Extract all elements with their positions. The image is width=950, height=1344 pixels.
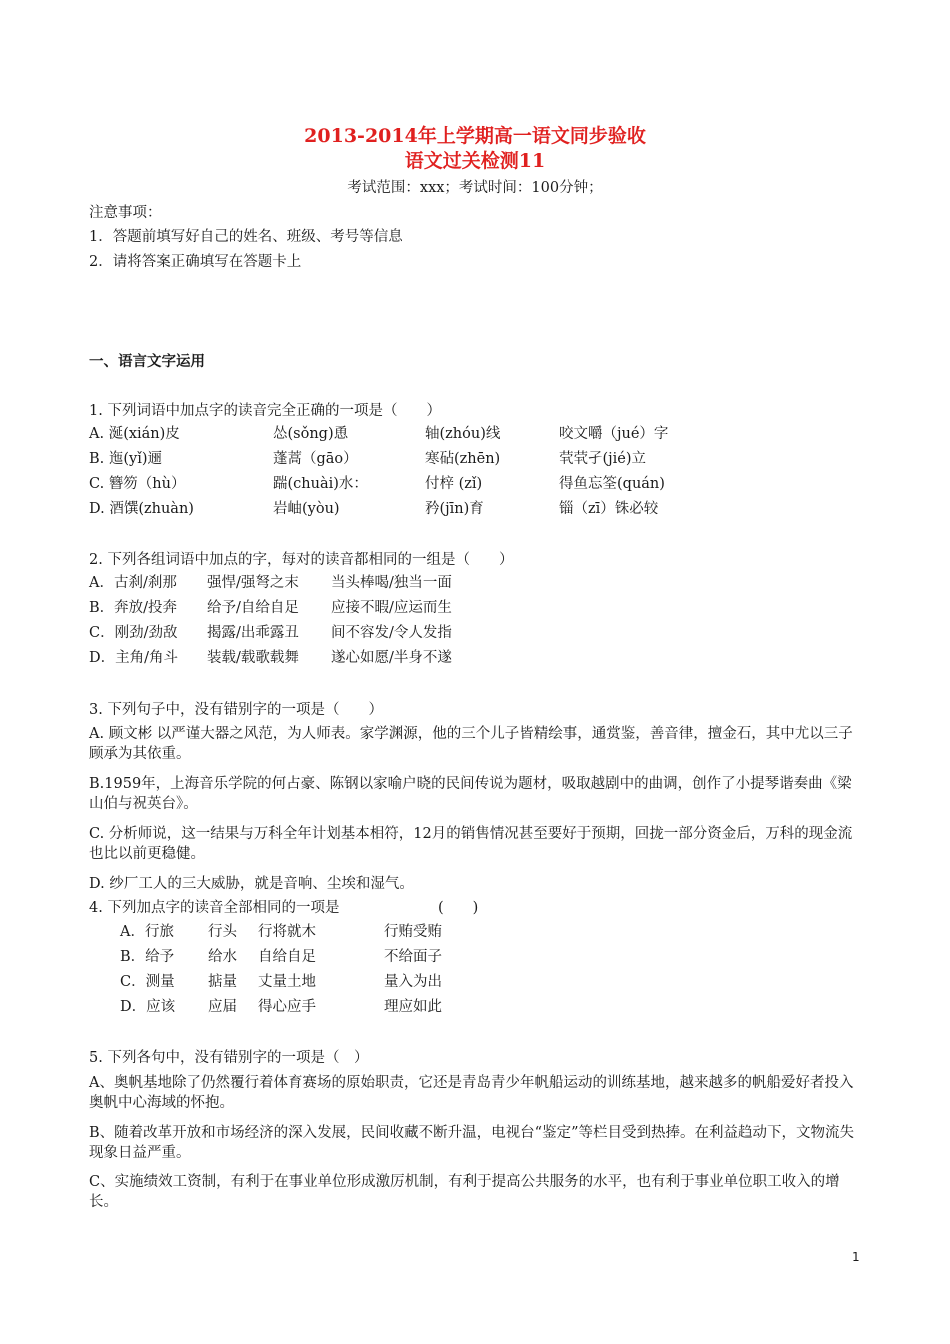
question-stem: 1. 下列词语中加点字的读音完全正确的一项是（ ） [89, 403, 441, 419]
option-cell: 锱（zī）铢必较 [559, 501, 659, 517]
option-cell: 自给自足 [258, 949, 316, 965]
option-paragraph: D. 纱厂工人的三大威胁，就是音响、尘埃和湿气。 [89, 876, 414, 892]
option-paragraph: C、实施绩效工资制，有利于在事业单位形成激厉机制，有利于提高公共服务的水平，也有利于事业单位职工收入的增长。 [89, 1174, 840, 1210]
question-stem: 5. 下列各句中，没有错别字的一项是（ ） [89, 1050, 369, 1066]
option-cell: 踹(chuài)水： [273, 476, 368, 492]
option-cell: 蓬蒿（gāo） [273, 451, 358, 467]
option-paragraph: A. 顾文彬 以严谨大器之风范，为人师表。家学渊源，他的三个儿子皆精绘事，通赏鉴，善音律，擅金石，其中尤以三子顾承为其依重。 [89, 726, 853, 762]
option-cell: 岩岫(yòu) [273, 501, 340, 517]
note-item: 1．答题前填写好自己的姓名、班级、考号等信息 [89, 229, 403, 245]
option-cell: 得鱼忘筌(quán) [559, 476, 665, 492]
option-cell: B．给予 [120, 949, 175, 965]
option-cell: 给予/自给自足 [207, 600, 299, 616]
option-cell: 轴(zhóu)线 [425, 426, 501, 442]
option-cell: C．刚劲/劲敌 [89, 625, 178, 641]
option-cell: 寒砧(zhēn) [425, 451, 501, 467]
option-paragraph: B.1959年，上海音乐学院的何占豪、陈钢以家喻户晓的民间传说为题材，吸取越剧中的曲调，创作了小提琴谐奏曲《梁山伯与祝英台》。 [89, 776, 852, 812]
exam-info: 考试范围：xxx；考试时间：100分钟； [347, 180, 603, 196]
option-cell: 应届 [208, 999, 237, 1015]
option-cell: 付梓 (zǐ) [425, 476, 483, 492]
option-cell: 揭露/出乖露丑 [207, 625, 299, 641]
option-cell: 怂(sǒng)恿 [273, 426, 349, 442]
page-number: 1 [852, 1250, 860, 1264]
document-title: 2013-2014年上学期高一语文同步验收 [304, 125, 646, 147]
option-cell: A．行旅 [120, 924, 174, 940]
option-cell: 给水 [208, 949, 237, 965]
option-cell: 遂心如愿/半身不遂 [331, 650, 452, 666]
option-paragraph: A、奥帆基地除了仍然覆行着体育赛场的原始职责，它还是青岛青少年帆船运动的训练基地，越来越多的帆船爱好者投入奥帆中心海域的怀抱。 [89, 1075, 854, 1111]
option-cell: 得心应手 [258, 999, 316, 1015]
option-cell: 行将就木 [258, 924, 316, 940]
option-cell: C. 簪笏（hù） [89, 476, 186, 492]
answer-paren: ( ) [438, 900, 479, 916]
option-cell: 丈量土地 [258, 974, 316, 990]
question-stem: 2. 下列各组词语中加点的字，每对的读音都相同的一组是（ ） [89, 552, 514, 568]
option-cell: 间不容发/令人发指 [331, 625, 452, 641]
document-subtitle: 语文过关检测11 [404, 150, 546, 172]
option-cell: D．应该 [120, 999, 176, 1015]
option-cell: 行贿受贿 [384, 924, 442, 940]
option-cell: A. 涎(xián)皮 [89, 426, 180, 442]
option-cell: D. 酒馔(zhuàn) [89, 501, 194, 517]
option-paragraph: C. 分析师说，这一结果与万科全年计划基本相符，12月的销售情况甚至要好于预期，回拢一部分资金后，万科的现金流也比以前更稳健。 [89, 826, 853, 862]
option-cell: 理应如此 [384, 999, 442, 1015]
option-cell: 咬文嚼（jué）字 [559, 426, 669, 442]
option-cell: C．测量 [120, 974, 175, 990]
option-cell: 茕茕孑(jié)立 [559, 451, 647, 467]
option-cell: 量入为出 [384, 974, 442, 990]
section-heading: 一、语言文字运用 [89, 354, 205, 370]
question-stem: 3. 下列句子中，没有错别字的一项是（ ） [89, 702, 383, 718]
option-cell: 强悍/强弩之末 [207, 575, 299, 591]
question-stem: 4. 下列加点字的读音全部相同的一项是 [89, 900, 340, 916]
note-item: 2．请将答案正确填写在答题卡上 [89, 254, 302, 270]
option-cell: 当头棒喝/独当一面 [331, 575, 452, 591]
option-cell: 矜(jīn)育 [425, 501, 484, 517]
option-cell: 不给面子 [384, 949, 442, 965]
option-cell: B. 迤(yǐ)逦 [89, 451, 163, 467]
option-cell: 行头 [208, 924, 237, 940]
option-cell: 装载/载歌载舞 [207, 650, 299, 666]
option-cell: A．古刹/刹那 [89, 575, 177, 591]
option-cell: B．奔放/投奔 [89, 600, 178, 616]
option-cell: D．主角/角斗 [89, 650, 179, 666]
option-cell: 应接不暇/应运而生 [331, 600, 452, 616]
notes-heading: 注意事项： [89, 205, 162, 221]
option-cell: 掂量 [208, 974, 237, 990]
option-paragraph: B、随着改革开放和市场经济的深入发展，民间收藏不断升温，电视台“鉴定”等栏目受到热捧。在利益趋动下，文物流失现象日益严重。 [89, 1125, 854, 1161]
